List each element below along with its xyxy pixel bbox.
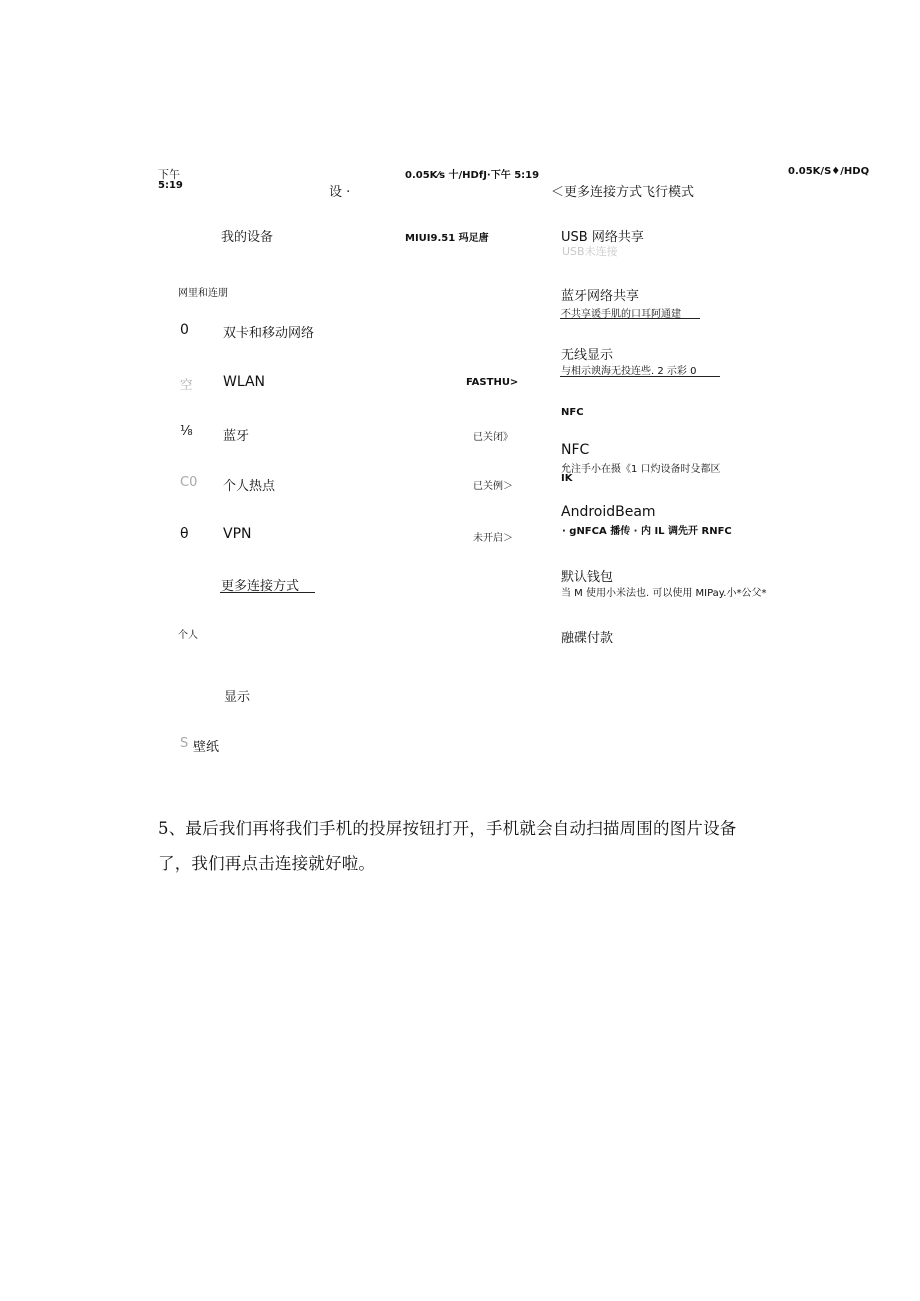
- hotspot-icon: C0: [180, 475, 198, 490]
- bluetooth-icon: ⅛: [180, 424, 193, 439]
- list-item-label: 更多连接方式: [221, 579, 300, 594]
- caption-line-2: 了，我们再点击连接就好啦。: [158, 854, 376, 873]
- wallpaper-icon: S: [180, 736, 189, 751]
- list-item-value: 未开启＞: [473, 533, 513, 544]
- list-item-subtitle: 与相示谀海无投连些. 2 示彩 0: [561, 366, 697, 377]
- underline: [560, 318, 700, 319]
- settings-title: 设 ·: [329, 185, 351, 200]
- list-item-title: 蓝牙网络共享: [561, 289, 640, 304]
- list-item-label: VPN: [223, 526, 252, 542]
- status-time-label: 下午: [158, 168, 180, 181]
- list-item-subtitle-2: IK: [561, 473, 573, 484]
- list-item-title: AndroidBeam: [561, 504, 656, 520]
- list-item-tap-to-pay[interactable]: 融碟付款: [561, 631, 614, 646]
- status-time: 5:19: [158, 180, 183, 191]
- list-item-subtitle: 允注手小在摄《1 口灼设备时殳都区: [561, 464, 721, 475]
- section-header-nfc: NFC: [561, 407, 584, 418]
- list-item-value: 已关闭》: [473, 432, 513, 443]
- list-item-label: 双卡和移动网络: [223, 326, 315, 341]
- list-item-label: WLAN: [223, 374, 266, 390]
- sim-card-icon: 0: [180, 322, 189, 338]
- list-item-subtitle: 不共享谖手肌的口耳阿通建: [561, 309, 681, 320]
- more-connections-title[interactable]: ＜更多连接方式飞行模式: [551, 185, 695, 200]
- list-item-title: NFC: [561, 442, 590, 458]
- miui-version-label: MIUI9.51 玛足唐: [405, 233, 489, 244]
- my-device-item[interactable]: 我的设备: [221, 230, 274, 245]
- list-item-label: 蓝牙: [223, 429, 250, 444]
- vpn-icon: θ: [180, 526, 189, 542]
- underline: [560, 376, 720, 377]
- section-header-network: 网里和连朋: [178, 288, 228, 299]
- list-item-title: USB 网络共享: [561, 230, 644, 245]
- underline: [220, 592, 315, 593]
- list-item-value: 已关例＞: [473, 481, 513, 492]
- section-header-personal: 个人: [178, 630, 198, 641]
- status-bar-right: 0.05K/S♦/HDQ: [788, 166, 870, 177]
- list-item-title: 无线显示: [561, 348, 614, 363]
- list-item-label: 个人热点: [223, 479, 276, 494]
- wifi-icon: 空: [180, 377, 193, 392]
- list-item-label: 壁纸: [193, 740, 220, 755]
- list-item-title: 默认钱包: [561, 570, 614, 585]
- list-item-subtitle: USB未连接: [562, 245, 618, 258]
- list-item-display[interactable]: 显示: [224, 690, 251, 705]
- list-item-value: FASTHU>: [466, 377, 519, 388]
- caption-line-1: 5、最后我们再将我们手机的投屏按钮打开，手机就会自动扫描周围的图片设备: [158, 819, 737, 838]
- list-item-subtitle: · gNFCA 播传 · 内 IL 调先开 RNFC: [562, 526, 732, 537]
- list-item-subtitle: 当 M 使用小米法也. 可以使用 MIPay.小*公父*: [561, 588, 767, 599]
- status-bar-middle: 0.05K⁄s 十/HDfJ·下午 5:19: [405, 170, 540, 181]
